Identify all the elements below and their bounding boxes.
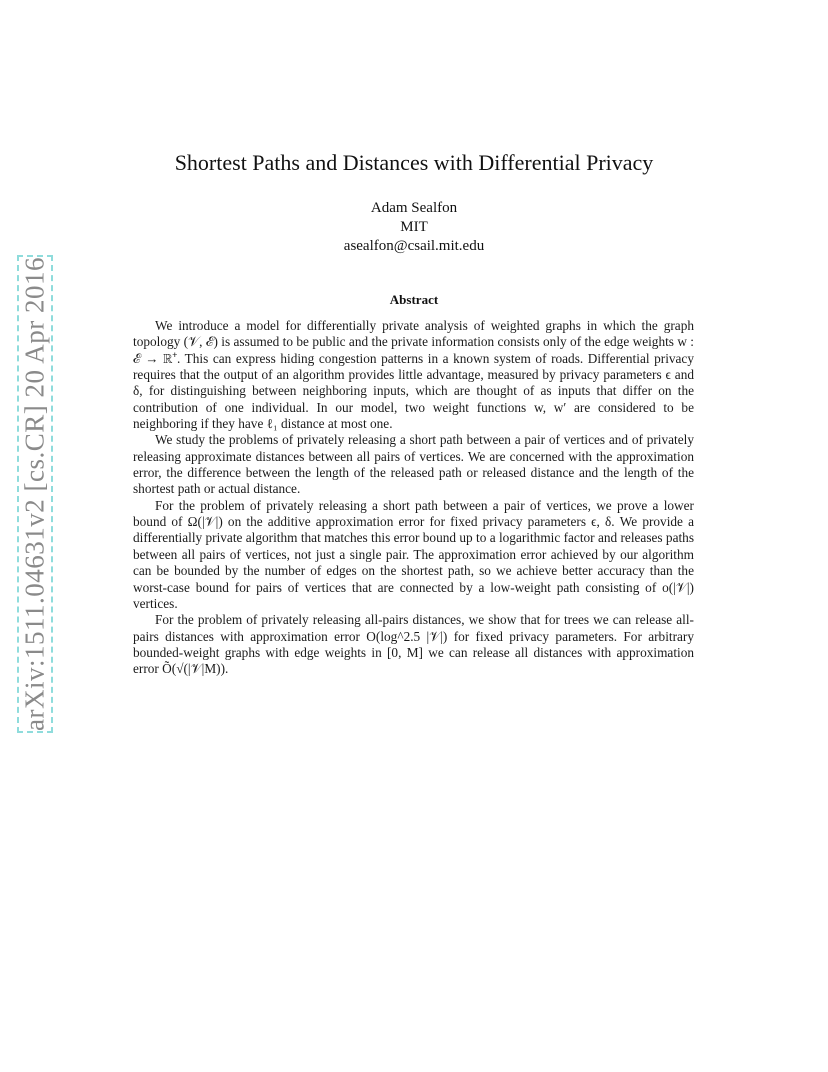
- abstract-heading: Abstract: [389, 292, 439, 307]
- author-name: Adam Sealfon: [370, 200, 458, 216]
- author-email: asealfon@csail.mit.edu: [343, 238, 485, 254]
- arxiv-stamp: [17, 255, 53, 733]
- abstract-paragraph: We introduce a model for differentially private analysis of weighted graphs in which the graph topology (𝒱, ℰ) is assumed to be public and the private information consists only of the edge weights w : ℰ → ℝ⁺. This can express hiding congestion patterns in a known system of roads. Differential privacy requires that the output of an algorithm provides little advantage, measured by privacy parameters ϵ and δ, for distinguishing between neighboring inputs, which are thought of as inputs that differ on the contribution of one individual. In our model, two weight functions w, w′ are considered to be neighboring if they have ℓ₁ distance at most one.: [133, 318, 694, 432]
- author-affiliation: MIT: [400, 219, 428, 235]
- arxiv-identifier: arXiv:1511.04631v2 [cs.CR] 20 Apr 2016: [19, 257, 50, 731]
- abstract-body: [133, 318, 694, 678]
- abstract-paragraph: For the problem of privately releasing a short path between a pair of vertices, we prove a lower bound of Ω(|𝒱|) on the additive approximation error for fixed privacy parameters ϵ, δ. We provide a differentially private algorithm that matches this error bound up to a logarithmic factor and releases paths between all pairs of vertices, not just a single pair. The approximation error achieved by our algorithm can be bounded by the number of edges on the shortest path, so we achieve better accuracy than the worst-case bound for pairs of vertices that are connected by a low-weight path consisting of o(|𝒱|) vertices.: [133, 497, 694, 611]
- abstract-paragraph: For the problem of privately releasing all-pairs distances, we show that for trees we can release all-pairs distances with approximation error O(log^2.5 |𝒱|) for fixed privacy parameters. For arbitrary bounded-weight graphs with edge weights in [0, M] we can release all distances with approximation error Õ(√(|𝒱|M)).: [133, 612, 694, 677]
- author-block: [0, 199, 828, 256]
- paper-title: Shortest Paths and Distances with Differential Privacy: [174, 150, 654, 175]
- abstract-paragraph: We study the problems of privately releasing a short path between a pair of vertices and of privately releasing approximate distances between all pairs of vertices. We are concerned with the approximation error, the difference between the length of the released path or released distance and the length of the shortest path or actual distance.: [133, 432, 694, 497]
